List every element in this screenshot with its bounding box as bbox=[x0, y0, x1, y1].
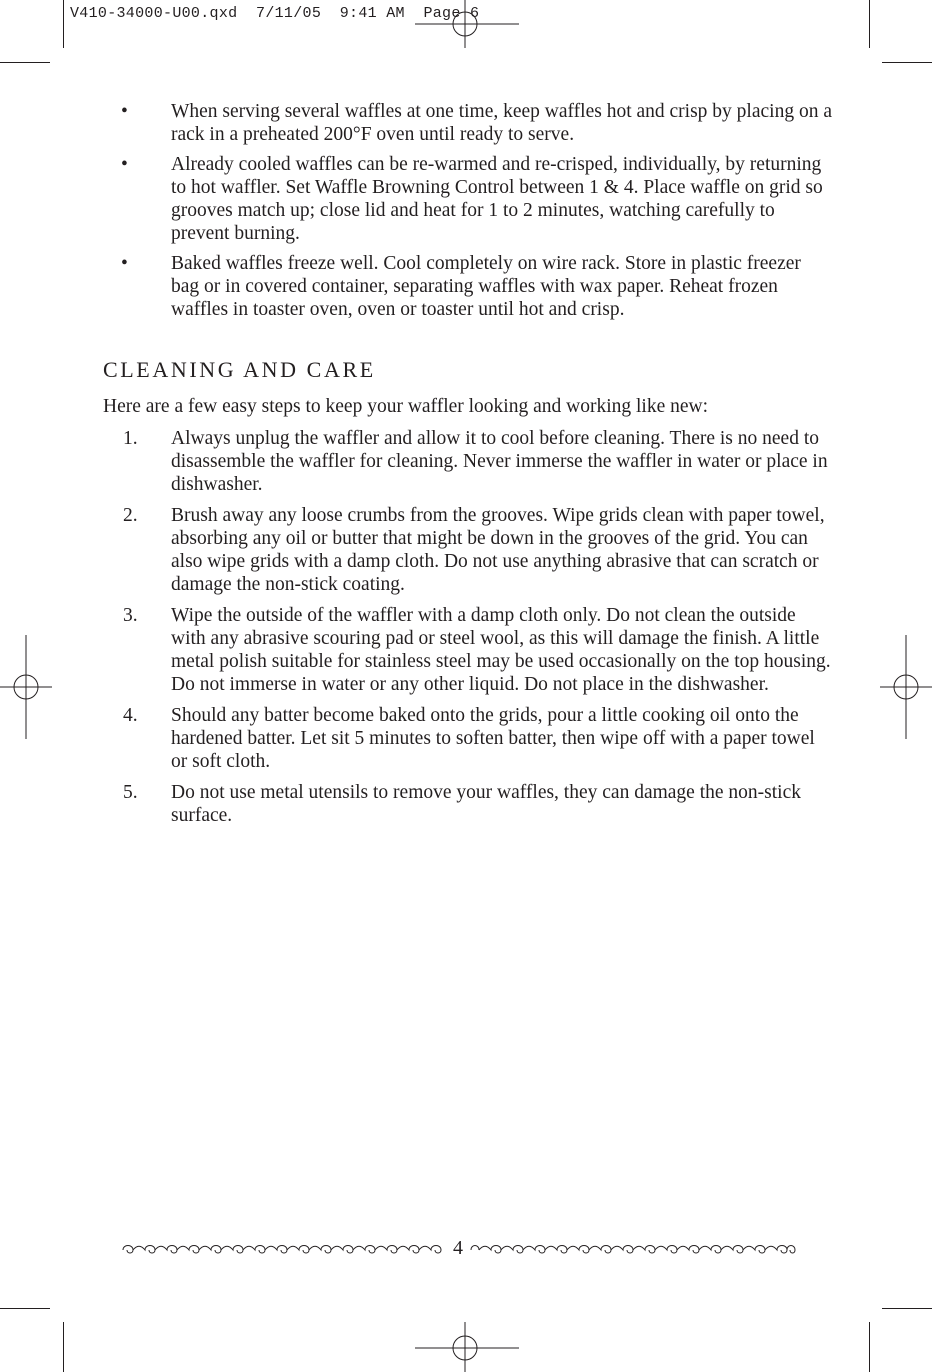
tip-item bbox=[103, 100, 833, 146]
registration-mark-left-icon bbox=[0, 635, 52, 739]
step-number: 3. bbox=[123, 605, 138, 626]
step-item bbox=[103, 781, 833, 827]
crop-mark-top-right-horizontal bbox=[882, 62, 932, 63]
crop-mark-top-left-vertical bbox=[63, 0, 64, 48]
registration-mark-top-icon bbox=[415, 0, 519, 48]
tip-text: Already cooled waffles can be re-warmed and re-crisped, individually, by returning to hot waffler. Set Waffle Browning Control between 1 & 4. Place waffle on grid so grooves match up; close lid and heat for 1 to 2 minutes, watching carefully to prevent burning. bbox=[171, 154, 823, 244]
section-intro: Here are a few easy steps to keep your waffler looking and working like new: bbox=[103, 396, 709, 417]
registration-mark-right-icon bbox=[880, 635, 932, 739]
scroll-ornament-left-icon bbox=[121, 1241, 447, 1257]
crop-mark-top-left-horizontal bbox=[0, 62, 50, 63]
scroll-ornament-right-icon bbox=[469, 1241, 799, 1257]
step-text: Do not use metal utensils to remove your waffles, they can damage the non-stick surface. bbox=[171, 782, 801, 826]
step-text: Always unplug the waffler and allow it to cool before cleaning. There is no need to disassemble the waffler for cleaning. Never immerse the waffler in water or place in dishwasher. bbox=[171, 428, 828, 495]
step-number: 4. bbox=[123, 705, 138, 726]
step-item bbox=[103, 704, 833, 773]
crop-mark-bottom-right-vertical bbox=[869, 1322, 870, 1372]
step-number: 1. bbox=[123, 428, 138, 449]
crop-mark-top-right-vertical bbox=[869, 0, 870, 48]
tip-text: Baked waffles freeze well. Cool completely on wire rack. Store in plastic freezer bag or in covered container, separating waffles with wax paper. Reheat frozen waffles in toaster oven, oven or toaster until hot and crisp. bbox=[171, 253, 801, 320]
page-content bbox=[103, 100, 833, 835]
step-text: Should any batter become baked onto the grids, pour a little cooking oil onto the hardened batter. Let sit 5 minutes to soften batter, then wipe off with a paper towel or soft cloth. bbox=[171, 705, 815, 772]
cleaning-steps-list bbox=[103, 427, 833, 827]
step-number: 5. bbox=[123, 782, 138, 803]
crop-mark-bottom-left-vertical bbox=[63, 1322, 64, 1372]
bullet-icon: • bbox=[121, 101, 128, 122]
printer-slug: V410-34000-U00.qxd 7/11/05 9:41 AM Page 6 bbox=[70, 5, 480, 22]
step-item bbox=[103, 427, 833, 496]
crop-mark-bottom-right-horizontal bbox=[882, 1308, 932, 1309]
tip-item bbox=[103, 252, 833, 321]
step-text: Brush away any loose crumbs from the grooves. Wipe grids clean with paper towel, absorbing any oil or butter that might be down in the grooves of the grid. You can also wipe grids with a damp cloth. Do not use anything abrasive that can scratch or damage the non-stick coating. bbox=[171, 505, 825, 595]
step-number: 2. bbox=[123, 505, 138, 526]
step-item bbox=[103, 504, 833, 596]
page-number: 4 bbox=[453, 1237, 463, 1259]
bullet-icon: • bbox=[121, 253, 128, 274]
page-footer bbox=[110, 1237, 810, 1260]
tip-item bbox=[103, 153, 833, 245]
bullet-icon: • bbox=[121, 154, 128, 175]
registration-mark-bottom-icon bbox=[415, 1322, 519, 1372]
tips-list bbox=[103, 100, 833, 321]
section-title: CLEANING AND CARE bbox=[103, 357, 376, 382]
tip-text: When serving several waffles at one time, keep waffles hot and crisp by placing on a rack in a preheated 200°F oven until ready to serve. bbox=[171, 101, 832, 145]
step-text: Wipe the outside of the waffler with a damp cloth only. Do not clean the outside with any abrasive scouring pad or steel wool, as this will damage the finish. A little metal polish suitable for stainless steel may be used occasionally on the top housing. Do not immerse in water or any other liquid. Do not place in the dishwasher. bbox=[171, 605, 831, 695]
step-item bbox=[103, 604, 833, 696]
crop-mark-bottom-left-horizontal bbox=[0, 1308, 50, 1309]
